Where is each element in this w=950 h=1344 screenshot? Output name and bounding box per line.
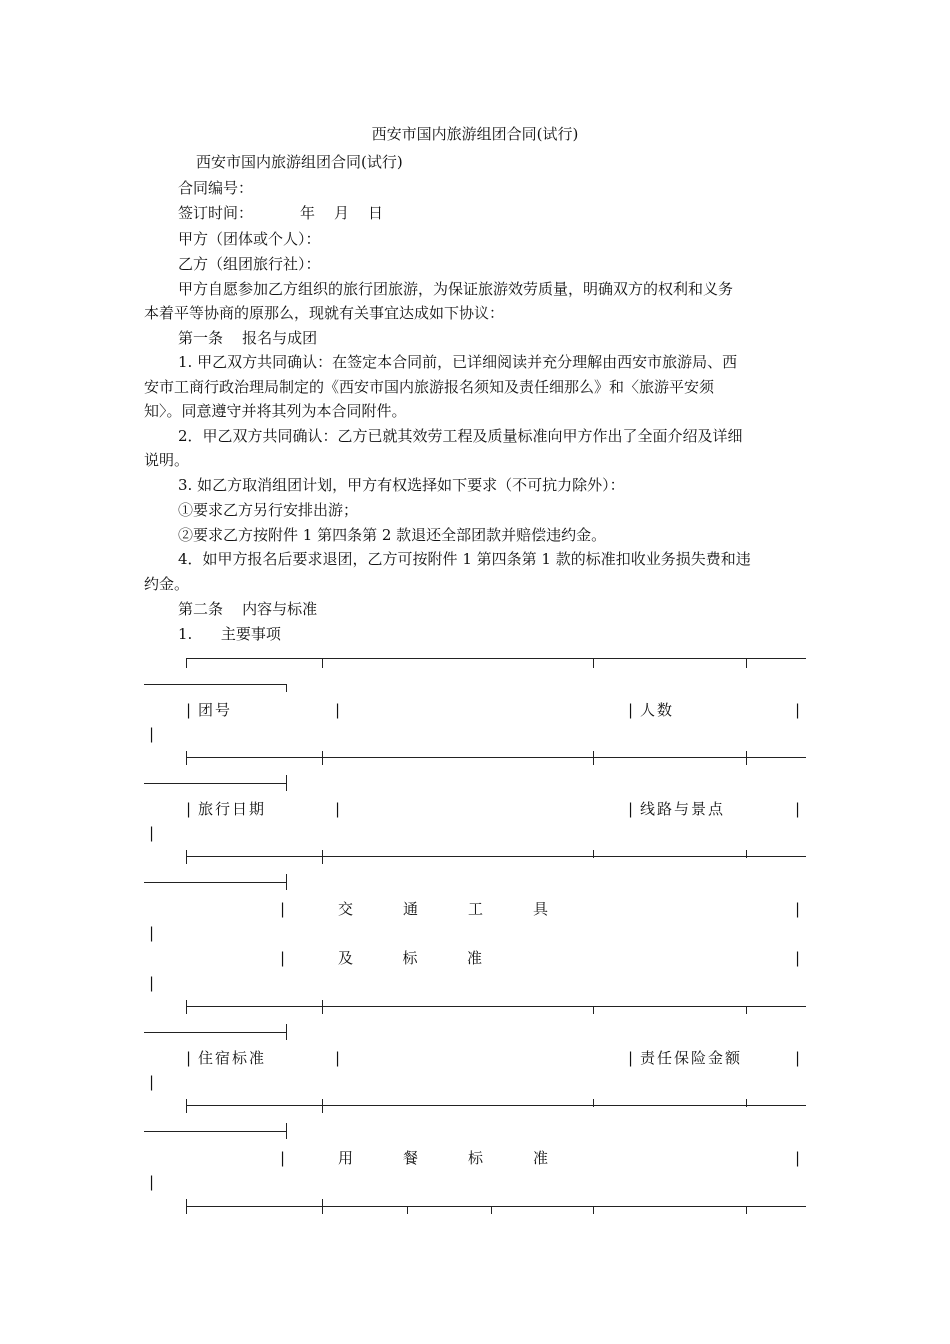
sign-month: 月 [334, 204, 350, 222]
transport-standard-label [338, 948, 482, 968]
table-rule [186, 1006, 806, 1007]
table-rule [186, 1199, 187, 1214]
table-bar: | [186, 701, 192, 719]
table-rule [186, 751, 187, 765]
clause-2-line-2: 说明。 [144, 451, 190, 469]
clause-3-option-a: ①要求乙方另行安排出游； [178, 501, 359, 519]
clause-1-line-2: 安市工商行政治理局制定的《西安市国内旅游报名须知及责任细那么》和〈旅游平安须 [144, 378, 715, 396]
table-bar: | [335, 1049, 341, 1067]
table-rule [746, 658, 747, 668]
table-bar: | [795, 1149, 801, 1167]
table-bar: | [149, 824, 155, 842]
sign-year: 年 [300, 204, 316, 222]
table-bar: | [795, 800, 801, 818]
table-rule [746, 1006, 747, 1014]
group-number-cell: 团号 [198, 701, 233, 719]
table-rule [322, 1099, 323, 1113]
meal-char: 标 [467, 1149, 483, 1167]
table-rule [322, 658, 323, 668]
table-bar: | [149, 974, 155, 992]
table-rule [144, 1131, 286, 1132]
intro-line-1: 甲方自愿参加乙方组织的旅行团旅游，为保证旅游效劳质量，明确双方的权利和义务 [178, 280, 734, 298]
table-bar: | [795, 1049, 801, 1067]
table-bar: | [186, 800, 192, 818]
main-items-heading: 1. 主要事项 [178, 625, 281, 643]
table-bar: | [795, 949, 801, 967]
article-2-title: 第二条 内容与标准 [178, 600, 318, 618]
document-subtitle: 西安市国内旅游组团合同(试行) [196, 153, 403, 171]
table-rule [186, 757, 806, 758]
table-bar: | [280, 949, 286, 967]
table-rule [186, 658, 187, 668]
table-rule [746, 751, 747, 765]
clause-1-line-3: 知〉。同意遵守并将其列为本合同附件。 [144, 402, 407, 420]
table-rule [286, 775, 287, 791]
table-bar: | [280, 1149, 286, 1167]
table-rule [746, 850, 747, 858]
table-rule [186, 850, 187, 864]
table-bar: | [335, 701, 341, 719]
table-rule [186, 658, 806, 659]
table-rule [144, 882, 286, 883]
table-rule [186, 856, 806, 857]
table-rule [407, 1206, 408, 1214]
transport-char: 工 [467, 900, 483, 918]
standard-char: 标 [402, 949, 418, 967]
clause-3-option-b: ②要求乙方按附件 1 第四条第 2 款退还全部团款并赔偿违约金。 [178, 526, 607, 544]
clause-2-line-1: 2．甲乙双方共同确认：乙方已就其效劳工程及质量标准向甲方作出了全面介绍及详细 [178, 427, 743, 445]
transport-char: 交 [338, 900, 354, 918]
standard-char: 准 [466, 949, 482, 967]
table-rule [286, 1123, 287, 1139]
table-rule [286, 874, 287, 890]
table-bar: | [628, 800, 634, 818]
table-rule [186, 1206, 806, 1207]
table-rule [593, 1006, 594, 1014]
insurance-cell: 责任保险金额 [640, 1049, 743, 1067]
meal-char: 餐 [402, 1149, 418, 1167]
table-bar: | [628, 701, 634, 719]
table-rule [322, 751, 323, 765]
table-rule [593, 658, 594, 668]
clause-3: 3. 如乙方取消组团计划，甲方有权选择如下要求（不可抗力除外）： [178, 476, 625, 494]
table-bar: | [335, 800, 341, 818]
table-bar: | [149, 924, 155, 942]
table-rule [286, 684, 287, 692]
table-rule [144, 684, 286, 685]
table-rule [144, 1032, 286, 1033]
contract-number-label: 合同编号： [178, 179, 254, 197]
table-rule [322, 1000, 323, 1014]
transport-char: 具 [532, 900, 548, 918]
table-rule [746, 1206, 747, 1214]
table-rule [186, 1000, 187, 1014]
standard-char: 及 [338, 949, 354, 967]
table-bar: | [795, 900, 801, 918]
clause-4-line-2: 约金。 [144, 575, 190, 593]
article-1-title: 第一条 报名与成团 [178, 329, 318, 347]
meal-char: 用 [338, 1149, 354, 1167]
transport-label [338, 899, 548, 919]
lodging-cell: 住宿标准 [198, 1049, 267, 1067]
table-bar: | [628, 1049, 634, 1067]
meal-char: 准 [532, 1149, 548, 1167]
route-cell: 线路与景点 [640, 800, 726, 818]
table-bar: | [280, 900, 286, 918]
sign-day: 日 [368, 204, 384, 222]
party-b-label: 乙方（组团旅行社）： [178, 255, 321, 273]
table-rule [286, 1024, 287, 1040]
travel-date-cell: 旅行日期 [198, 800, 267, 818]
table-bar: | [795, 701, 801, 719]
table-bar: | [186, 1049, 192, 1067]
table-rule [491, 1206, 492, 1214]
transport-char: 通 [402, 900, 418, 918]
table-rule [593, 1099, 594, 1107]
head-count-cell: 人数 [640, 701, 675, 719]
table-rule [593, 751, 594, 765]
clause-4-line-1: 4．如甲方报名后要求退团，乙方可按附件 1 第四条第 1 款的标准扣收业务损失费和违 [178, 550, 751, 568]
table-rule [186, 1105, 806, 1106]
table-rule [593, 1206, 594, 1214]
sign-time-label: 签订时间： [178, 204, 254, 222]
clause-1-line-1: 1. 甲乙双方共同确认：在签定本合同前，已详细阅读并充分理解由西安市旅游局、西 [178, 353, 738, 371]
intro-line-2: 本着平等协商的原那么，现就有关事宜达成如下协议： [144, 304, 505, 322]
table-rule [144, 783, 286, 784]
table-bar: | [149, 1073, 155, 1091]
party-a-label: 甲方（团体或个人）： [178, 230, 321, 248]
table-rule [186, 1099, 187, 1113]
table-rule [322, 850, 323, 864]
table-bar: | [149, 725, 155, 743]
table-rule [322, 1199, 323, 1214]
table-rule [593, 850, 594, 858]
meal-standard-label [338, 1148, 548, 1168]
table-rule [746, 1099, 747, 1107]
document-title: 西安市国内旅游组团合同(试行) [371, 125, 579, 143]
table-bar: | [149, 1173, 155, 1191]
